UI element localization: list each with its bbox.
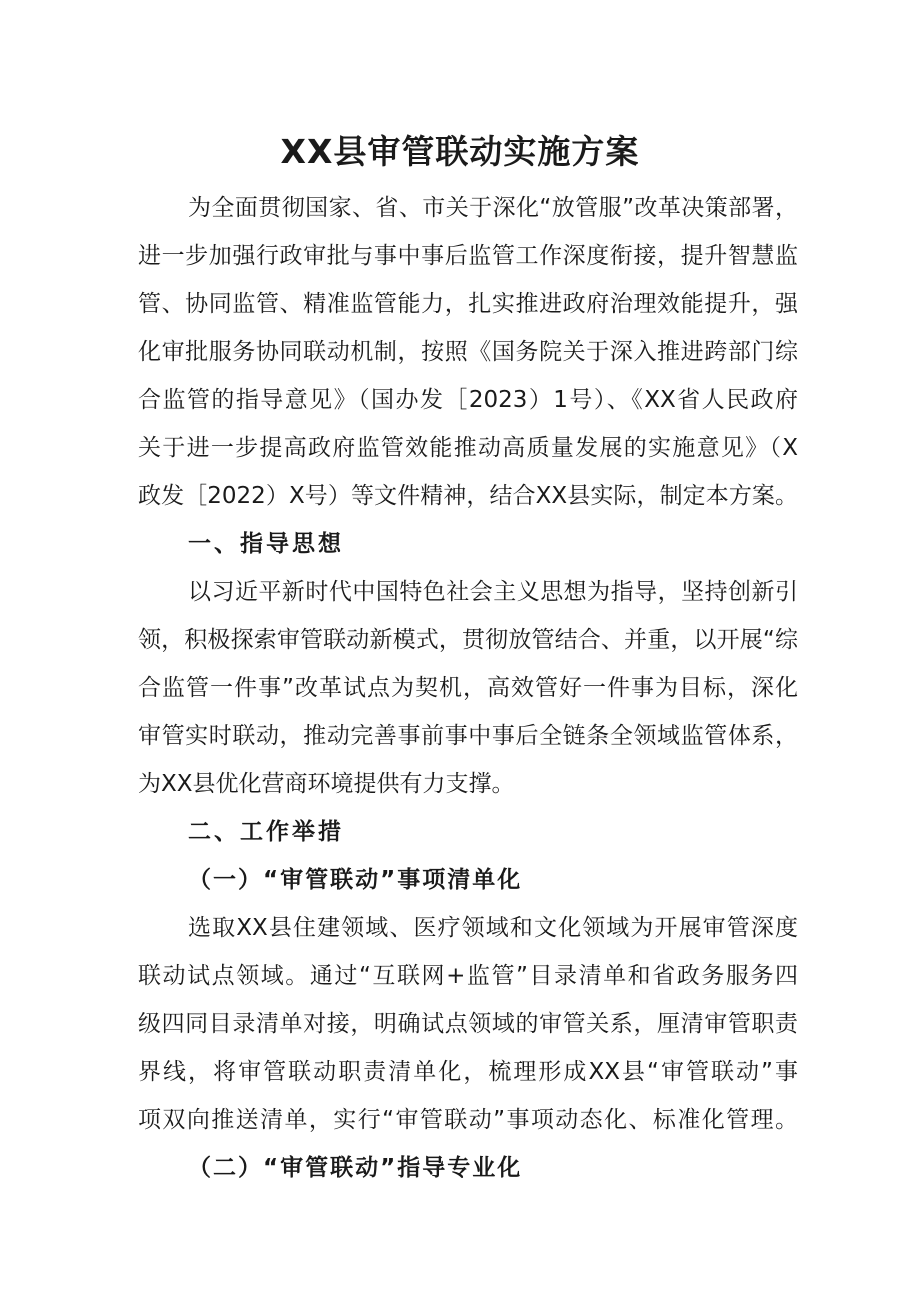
section-heading-guiding-ideology: 一、指导思想 [188, 531, 344, 557]
paragraph-line: 管、协同监管、精准监管能力，扎实推进政府治理效能提升，强 [138, 291, 798, 317]
paragraph-line: 政发［2022）X号）等文件精神，结合XX县实际，制定本方案。 [138, 483, 798, 509]
paragraph-line: 合监管一件事”改革试点为契机，高效管好一件事为目标，深化 [138, 675, 798, 701]
paragraph-line: 化审批服务协同联动机制，按照《国务院关于深入推进跨部门综 [138, 339, 798, 365]
paragraph-line: 合监管的指导意见》（国办发［2023）1号）、《XX省人民政府 [138, 387, 798, 413]
paragraph-line: 为XX县优化营商环境提供有力支撑。 [138, 771, 515, 797]
subsection-heading-guidance: （二）“审管联动”指导专业化 [188, 1155, 523, 1181]
paragraph-line: 界线，将审管联动职责清单化，梳理形成XX县“审管联动”事 [138, 1059, 798, 1085]
section-heading-work-measures: 二、工作举措 [188, 819, 344, 845]
paragraph-line: 领，积极探索审管联动新模式，贯彻放管结合、并重，以开展“综 [138, 627, 798, 653]
paragraph-line: 审管实时联动，推动完善事前事中事后全链条全领域监管体系， [138, 723, 798, 749]
paragraph-line: 项双向推送清单，实行“审管联动”事项动态化、标准化管理。 [138, 1107, 798, 1133]
paragraph-line: 以习近平新时代中国特色社会主义思想为指导，坚持创新引 [188, 579, 798, 605]
paragraph-line: 选取XX县住建领域、医疗领域和文化领域为开展审管深度 [188, 915, 798, 941]
paragraph-line: 级四同目录清单对接，明确试点领域的审管关系，厘清审管职责 [138, 1011, 798, 1037]
paragraph-line: 联动试点领域。通过“互联网+监管”目录清单和省政务服务四 [138, 963, 798, 989]
paragraph-line: 为全面贯彻国家、省、市关于深化“放管服”改革决策部署， [188, 195, 798, 221]
subsection-heading-list: （一）“审管联动”事项清单化 [188, 867, 523, 893]
document-title: XX县审管联动实施方案 [280, 132, 640, 171]
paragraph-line: 关于进一步提高政府监管效能推动高质量发展的实施意见》（X [138, 435, 798, 461]
paragraph-line: 进一步加强行政审批与事中事后监管工作深度衔接，提升智慧监 [138, 243, 798, 269]
